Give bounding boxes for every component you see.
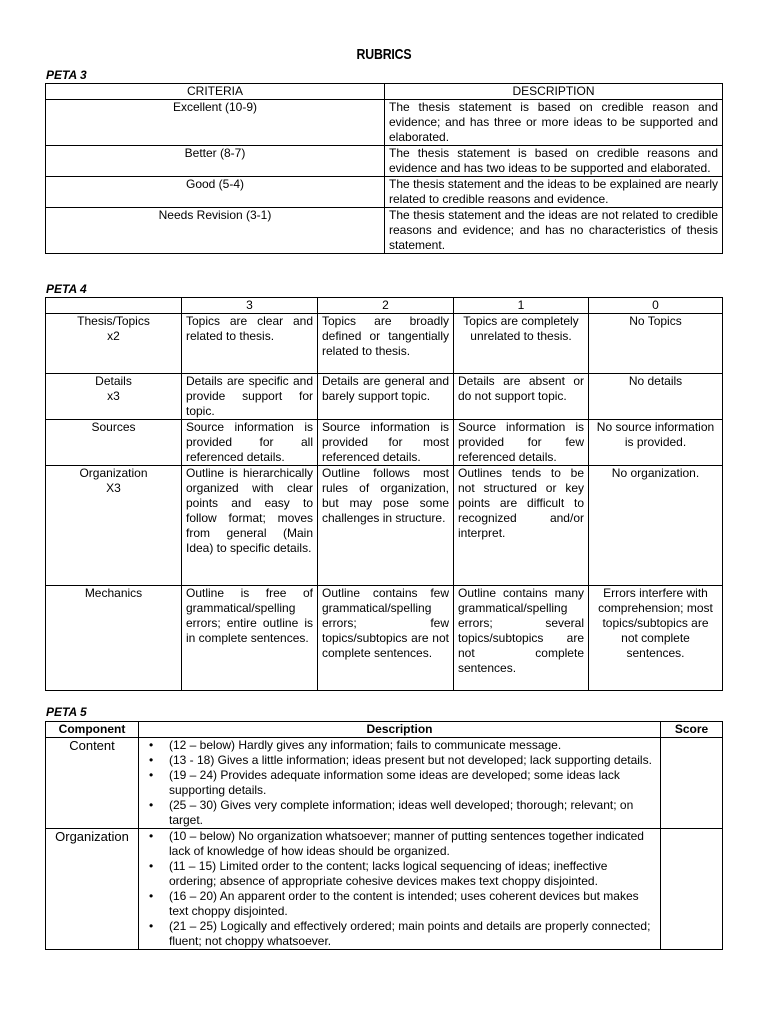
score-3-cell: Outline is hierarchically organized with clear points and easy to follow format; moves from general (Main Idea) to specific details. xyxy=(182,466,318,586)
criteria-cell: Needs Revision (3-1) xyxy=(46,208,385,254)
table-row xyxy=(46,177,723,208)
description-cell: The thesis statement and the ideas to be explained are nearly related to credible reasons and evidence. xyxy=(385,177,723,208)
row-header-cell xyxy=(46,420,182,466)
list-item: • (25 – 30) Gives very complete information; ideas well developed; thorough; relevant; on target. xyxy=(143,798,656,828)
description-cell xyxy=(139,829,661,950)
score-3-cell: Source information is provided for all referenced details. xyxy=(182,420,318,466)
table-row xyxy=(46,738,723,829)
table-header-row xyxy=(46,84,723,100)
list-item: • (16 – 20) An apparent order to the content is intended; uses coherent devices but makes text choppy disjointed. xyxy=(143,889,656,919)
score-1-cell: Details are absent or do not support topic. xyxy=(454,374,589,420)
criterion-name: Mechanics xyxy=(84,586,143,600)
row-header-cell xyxy=(46,314,182,374)
score-cell[interactable] xyxy=(661,829,723,950)
score-0-cell: No organization. xyxy=(589,466,723,586)
column-header: 3 xyxy=(182,298,318,314)
list-item: • (21 – 25) Logically and effectively ordered; main points and details are properly connected; fluent; not choppy whatsoever. xyxy=(143,919,656,949)
score-2-cell: Source information is provided for most referenced details. xyxy=(318,420,454,466)
column-header xyxy=(46,298,182,314)
criteria-cell: Excellent (10-9) xyxy=(46,100,385,146)
description-cell: The thesis statement and the ideas are not related to credible reasons and evidence; and has no characteristics of thesis statement. xyxy=(385,208,723,254)
score-3-cell: Topics are clear and related to thesis. xyxy=(182,314,318,374)
peta3-table xyxy=(45,83,723,254)
row-header-cell xyxy=(46,586,182,691)
criterion-name: Thesis/Topics xyxy=(77,314,150,328)
score-3-cell: Details are specific and provide support for topic. xyxy=(182,374,318,420)
table-row xyxy=(46,466,723,586)
page-title: RUBRICS xyxy=(356,46,412,63)
description-cell xyxy=(139,738,661,829)
column-header: 0 xyxy=(589,298,723,314)
table-row xyxy=(46,420,723,466)
table-row xyxy=(46,208,723,254)
column-header: Score xyxy=(661,722,723,738)
score-1-cell: Outlines tends to be not structured or key points are difficult to recognized and/or interpret. xyxy=(454,466,589,586)
peta4-label: PETA 4 xyxy=(46,282,87,296)
list-item: • (13 - 18) Gives a little information; ideas present but not developed; lack supporting details. xyxy=(143,753,656,768)
table-row xyxy=(46,100,723,146)
column-header: Description xyxy=(139,722,661,738)
component-cell: Organization xyxy=(46,829,139,950)
criteria-cell: Better (8-7) xyxy=(46,146,385,177)
criterion-weight: x3 xyxy=(107,389,120,403)
score-3-cell: Outline is free of grammatical/spelling errors; entire outline is in complete sentences. xyxy=(182,586,318,691)
score-2-cell: Outline contains few grammatical/spelling errors; few topics/subtopics are not complete sentences. xyxy=(318,586,454,691)
score-0-cell: No source information is provided. xyxy=(589,420,723,466)
list-item: • (12 – below) Hardly gives any information; fails to communicate message. xyxy=(143,738,656,753)
score-2-cell: Details are general and barely support topic. xyxy=(318,374,454,420)
criterion-name: Organization xyxy=(79,466,148,480)
table-row xyxy=(46,146,723,177)
table-header-row xyxy=(46,298,723,314)
column-header: Component xyxy=(46,722,139,738)
table-header-row xyxy=(46,722,723,738)
column-header: DESCRIPTION xyxy=(385,84,723,100)
score-0-cell: Errors interfere with comprehension; most topics/subtopics are not complete sentences. xyxy=(589,586,723,691)
score-2-cell: Topics are broadly defined or tangentially related to thesis. xyxy=(318,314,454,374)
score-2-cell: Outline follows most rules of organization, but may pose some challenges in structure. xyxy=(318,466,454,586)
score-1-cell: Outline contains many grammatical/spelling errors; several topics/subtopics are not complete sentences. xyxy=(454,586,589,691)
column-header: CRITERIA xyxy=(46,84,385,100)
component-cell: Content xyxy=(46,738,139,829)
score-0-cell: No details xyxy=(589,374,723,420)
column-header: 1 xyxy=(454,298,589,314)
criterion-weight: x2 xyxy=(107,329,120,343)
peta5-label: PETA 5 xyxy=(46,705,87,719)
criterion-weight: X3 xyxy=(106,481,121,495)
column-header: 2 xyxy=(318,298,454,314)
criteria-cell: Good (5-4) xyxy=(46,177,385,208)
description-cell: The thesis statement is based on credible reasons and evidence and has two ideas to be supported and elaborated. xyxy=(385,146,723,177)
criteria-list xyxy=(143,829,656,949)
peta3-label: PETA 3 xyxy=(46,68,87,82)
row-header-cell xyxy=(46,374,182,420)
table-row xyxy=(46,586,723,691)
criteria-list xyxy=(143,738,656,828)
table-row xyxy=(46,314,723,374)
score-1-cell: Source information is provided for few referenced details. xyxy=(454,420,589,466)
list-item: • (19 – 24) Provides adequate information some ideas are developed; some ideas lack supporting details. xyxy=(143,768,656,798)
score-cell[interactable] xyxy=(661,738,723,829)
table-row xyxy=(46,829,723,950)
description-cell: The thesis statement is based on credible reason and evidence; and has three or more ideas to be supported and elaborated. xyxy=(385,100,723,146)
table-row xyxy=(46,374,723,420)
list-item: • (10 – below) No organization whatsoever; manner of putting sentences together indicated lack of knowledge of how ideas should be organized. xyxy=(143,829,656,859)
peta5-table xyxy=(45,721,723,950)
score-1-cell: Topics are completely unrelated to thesis. xyxy=(454,314,589,374)
score-0-cell: No Topics xyxy=(589,314,723,374)
criterion-name: Details xyxy=(95,374,132,388)
peta4-table xyxy=(45,297,723,691)
list-item: • (11 – 15) Limited order to the content; lacks logical sequencing of ideas; ineffective ordering; absence of appropriate cohesive devices makes text choppy disjointed. xyxy=(143,859,656,889)
row-header-cell xyxy=(46,466,182,586)
criterion-name: Sources xyxy=(91,420,136,434)
